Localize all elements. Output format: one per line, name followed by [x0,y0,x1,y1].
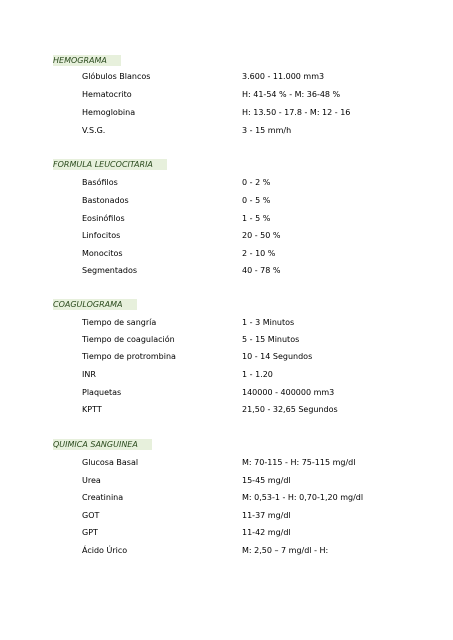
test-name: Basófilos [82,178,118,187]
reference-value: 3 - 15 mm/h [242,126,292,135]
reference-value: 40 - 78 % [242,266,281,275]
reference-value: H: 41-54 % - M: 36-48 % [242,90,341,99]
table-row [0,457,453,469]
test-name: Linfocitos [82,231,121,240]
test-name: Eosinófilos [82,214,125,223]
reference-value: 1 - 1.20 [242,370,273,379]
reference-value: 15-45 mg/dl [242,476,291,485]
reference-value: M: 2,50 – 7 mg/dl - H: [242,546,329,555]
table-row [0,195,453,207]
test-name: V.S.G. [82,126,106,135]
table-row [0,492,453,504]
table-row [0,317,453,329]
table-row [0,404,453,416]
section-heading: HEMOGRAMA [53,55,121,66]
table-row [0,125,453,137]
reference-value: 140000 - 400000 mm3 [242,388,335,397]
reference-value: 11-37 mg/dl [242,511,291,520]
reference-value: M: 0,53-1 - H: 0,70-1,20 mg/dl [242,493,364,502]
section-heading: QUIMICA SANGUINEA [53,439,152,450]
reference-value: 0 - 5 % [242,196,271,205]
test-name: KPTT [82,405,102,414]
test-name: GPT [82,528,98,537]
test-name: Tiempo de protrombina [82,352,176,361]
section-heading: FORMULA LEUCOCITARIA [53,159,167,170]
table-row [0,545,453,557]
table-row [0,369,453,381]
reference-value: 5 - 15 Minutos [242,335,300,344]
test-name: Hematocrito [82,90,132,99]
test-name: INR [82,370,96,379]
reference-value: H: 13.50 - 17.8 - M: 12 - 16 [242,108,351,117]
test-name: GOT [82,511,100,520]
test-name: Tiempo de coagulación [82,335,175,344]
test-name: Glóbulos Blancos [82,72,151,81]
test-name: Plaquetas [82,388,122,397]
table-row [0,527,453,539]
test-name: Glucosa Basal [82,458,139,467]
table-row [0,177,453,189]
test-name: Monocitos [82,249,123,258]
reference-value: 2 - 10 % [242,249,276,258]
table-row [0,265,453,277]
table-row [0,334,453,346]
reference-value: 11-42 mg/dl [242,528,291,537]
test-name: Tiempo de sangría [82,318,157,327]
reference-value: 1 - 5 % [242,214,271,223]
table-row [0,71,453,83]
table-row [0,213,453,225]
table-row [0,107,453,119]
section-heading: COAGULOGRAMA [53,299,137,310]
table-row [0,387,453,399]
reference-value: 0 - 2 % [242,178,271,187]
table-row [0,510,453,522]
reference-value: 10 - 14 Segundos [242,352,313,361]
test-name: Segmentados [82,266,138,275]
test-name: Hemoglobina [82,108,136,117]
reference-value: M: 70-115 - H: 75-115 mg/dl [242,458,356,467]
table-row [0,89,453,101]
reference-value: 1 - 3 Minutos [242,318,295,327]
reference-value: 20 - 50 % [242,231,281,240]
test-name: Bastonados [82,196,129,205]
test-name: Ácido Úrico [82,546,128,555]
table-row [0,248,453,260]
table-row [0,230,453,242]
test-name: Creatinina [82,493,124,502]
test-name: Urea [82,476,101,485]
reference-value: 21,50 - 32,65 Segundos [242,405,338,414]
table-row [0,475,453,487]
table-row [0,351,453,363]
reference-value: 3.600 - 11.000 mm3 [242,72,325,81]
